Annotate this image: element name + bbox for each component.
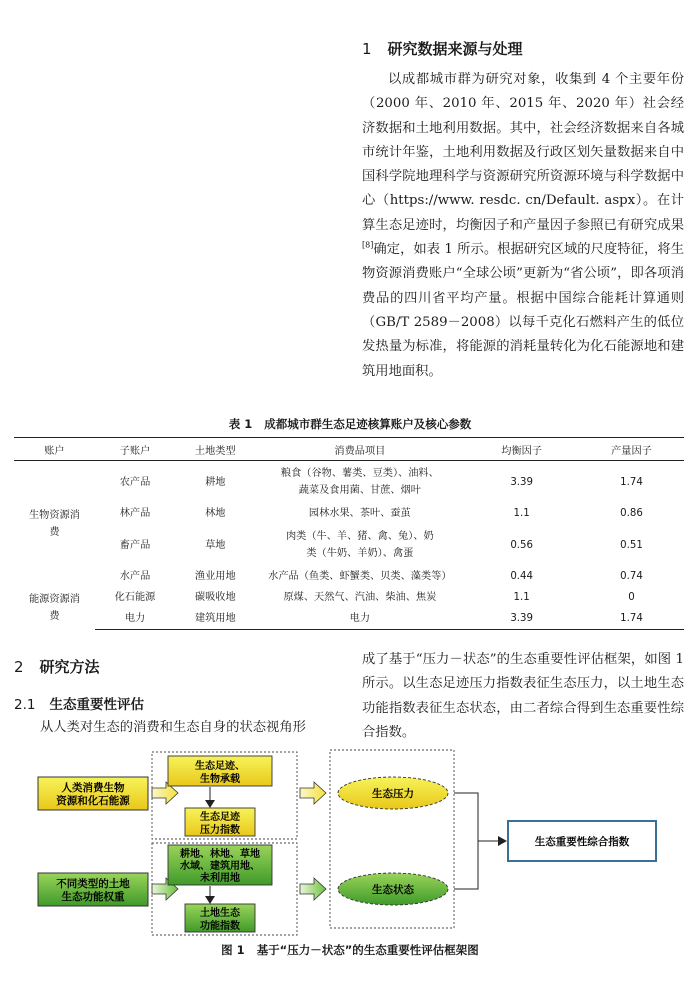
function-index-line2: 功能指数	[200, 921, 240, 932]
citation: [8]	[362, 240, 374, 250]
section-1-paragraph	[362, 68, 684, 384]
items-cell: 肉类（牛、羊、猪、禽、兔）、奶类（牛奶、羊奶）、禽蛋	[286, 531, 434, 559]
table-header-row	[14, 438, 684, 461]
state-ellipse-label: 生态状态	[372, 884, 414, 896]
yield-factor-cell: 0	[628, 592, 635, 603]
table-row	[14, 503, 684, 524]
header-cell: 子账户	[95, 438, 175, 461]
footprint-box-line2: 生物承载	[200, 774, 240, 785]
sub-account-cell: 农产品	[119, 476, 151, 488]
items-cell: 粮食（谷物、薯类、豆类）、油料、蔬菜及食用菌、甘蔗、烟叶	[280, 468, 439, 496]
section-title: 研究数据来源与处理	[387, 40, 523, 58]
land-type-cell: 碳吸收地	[194, 592, 236, 603]
pressure-ellipse-label: 生态压力	[372, 788, 414, 800]
input-human-consumption	[38, 777, 148, 810]
input-land-weights	[38, 873, 148, 906]
equivalence-factor-cell: 0.56	[510, 539, 533, 551]
equivalence-factor-cell: 3.39	[510, 476, 533, 488]
section-2-1-paragraph-left: 从人类对生态的消费和生态自身的状态视角形	[40, 720, 306, 735]
equivalence-factor-cell: 1.1	[513, 592, 530, 603]
items-cell: 电力	[255, 608, 464, 630]
equivalence-factor-cell: 3.39	[464, 608, 579, 630]
figure-label: 图 1	[221, 943, 245, 957]
input-bottom-line1: 不同类型的土地	[56, 878, 130, 890]
arrow-right-icon	[300, 782, 326, 804]
items-cell: 原煤、天然气、汽油、柴油、焦炭	[283, 592, 437, 603]
header-cell: 土地类型	[175, 438, 255, 461]
items-cell: 园林水果、茶叶、蚕茧	[308, 508, 411, 519]
arrow-down-icon	[205, 800, 215, 808]
land-type-cell: 建筑用地	[175, 608, 255, 630]
landuse-box-line3: 未利用地	[200, 873, 240, 884]
table-row	[14, 587, 684, 608]
framework-diagram	[0, 745, 700, 940]
yield-factor-cell: 0.86	[620, 508, 643, 519]
table-row	[14, 524, 684, 566]
section-number: 1	[362, 40, 372, 58]
footprint-box-line1: 生态足迹、	[195, 761, 245, 772]
section-1-heading	[362, 38, 523, 59]
table-row	[14, 461, 684, 504]
input-bottom-line2: 生态功能权重	[61, 891, 125, 903]
land-type-cell: 草地	[205, 539, 226, 551]
land-type-cell: 渔业用地	[194, 571, 236, 582]
figure-title: 基于“压力－状态”的生态重要性评估框架图	[256, 943, 479, 957]
account-cell: 生物资源消费	[28, 510, 80, 538]
sub-account-cell: 电力	[95, 608, 175, 630]
sub-account-cell: 水产品	[119, 571, 151, 582]
table-row	[14, 608, 684, 630]
yield-factor-cell: 1.74	[620, 476, 643, 488]
sub-account-cell: 畜产品	[119, 539, 151, 551]
section-number: 2	[14, 658, 24, 676]
sub-account-cell: 化石能源	[114, 592, 156, 603]
header-cell: 账户	[14, 438, 95, 461]
pressure-index-line2: 压力指数	[200, 825, 240, 836]
table-row	[14, 566, 684, 587]
equivalence-factor-cell: 1.1	[513, 508, 530, 519]
paragraph-text-a: 以成都城市群为研究对象，收集到 4 个主要年份（2000 年、2010 年、2015 年、2020 年）社会经济数据和土地利用数据。其中，社会经济数据来自各城市统计年鉴，土地利用数据及行政区划矢量数据来自中国科学院地理科学与资源研究所资源环境与科学数据中心（https://www. resdc. cn/Default. aspx）。在计算生态足迹时，均衡因子和产量因子参照已有研究成果	[362, 72, 684, 233]
table-title: 成都城市群生态足迹核算账户及核心参数	[264, 417, 472, 431]
section-2-1-heading	[14, 693, 144, 713]
accounts-table	[14, 437, 684, 630]
section-title: 研究方法	[39, 658, 100, 676]
landuse-box-line1: 耕地、林地、草地	[180, 849, 260, 860]
section-2-heading	[14, 656, 100, 677]
table-caption	[0, 416, 700, 432]
pressure-index-line1: 生态足迹	[200, 812, 240, 823]
input-top-line1: 人类消费生物	[61, 782, 125, 794]
arrow-down-icon	[205, 896, 215, 904]
yield-factor-cell: 0.74	[620, 571, 643, 582]
figure-caption	[0, 942, 700, 958]
input-top-line2: 资源和化石能源	[56, 795, 130, 807]
arrow-right-icon	[300, 878, 326, 900]
paragraph-text-b: 确定，如表 1 所示。根据研究区域的尺度特征，将生物资源消费账户“全球公顷”更新为“省公顷”，即各项消费品的四川省平均产量。根据中国综合能耗计算通则（GB/T 2589－2008）以每千克化石燃料产生的低位发热量为标准，将能源的消耗量转化为化石能源地和建筑用地面积。	[362, 242, 684, 379]
header-cell: 均衡因子	[464, 438, 579, 461]
account-cell: 能源资源消费	[28, 594, 80, 623]
header-cell: 消费品项目	[255, 438, 464, 461]
items-cell: 水产品（鱼类、虾蟹类、贝类、藻类等）	[268, 571, 452, 582]
yield-factor-cell: 0.51	[620, 539, 643, 551]
yield-factor-cell: 1.74	[579, 608, 684, 630]
section-2-1-paragraph-right: 成了基于“压力－状态”的生态重要性评估框架，如图 1 所示。以生态足迹压力指数表征生态压力，以土地生态功能指数表征生态状态，由二者综合得到生态重要性综合指数。	[362, 652, 684, 740]
subsection-title: 生态重要性评估	[49, 697, 144, 713]
header-cell: 产量因子	[579, 438, 684, 461]
result-label: 生态重要性综合指数	[534, 836, 630, 848]
land-type-cell: 耕地	[205, 476, 226, 488]
arrow-right-icon	[498, 836, 507, 846]
table-label: 表 1	[228, 417, 253, 431]
sub-account-cell: 林产品	[119, 508, 151, 519]
land-type-cell: 林地	[205, 508, 226, 519]
landuse-box-line2: 水域、建筑用地、	[180, 861, 260, 872]
function-index-line1: 土地生态	[200, 908, 240, 919]
subsection-number: 2.1	[14, 697, 36, 713]
equivalence-factor-cell: 0.44	[510, 571, 533, 582]
